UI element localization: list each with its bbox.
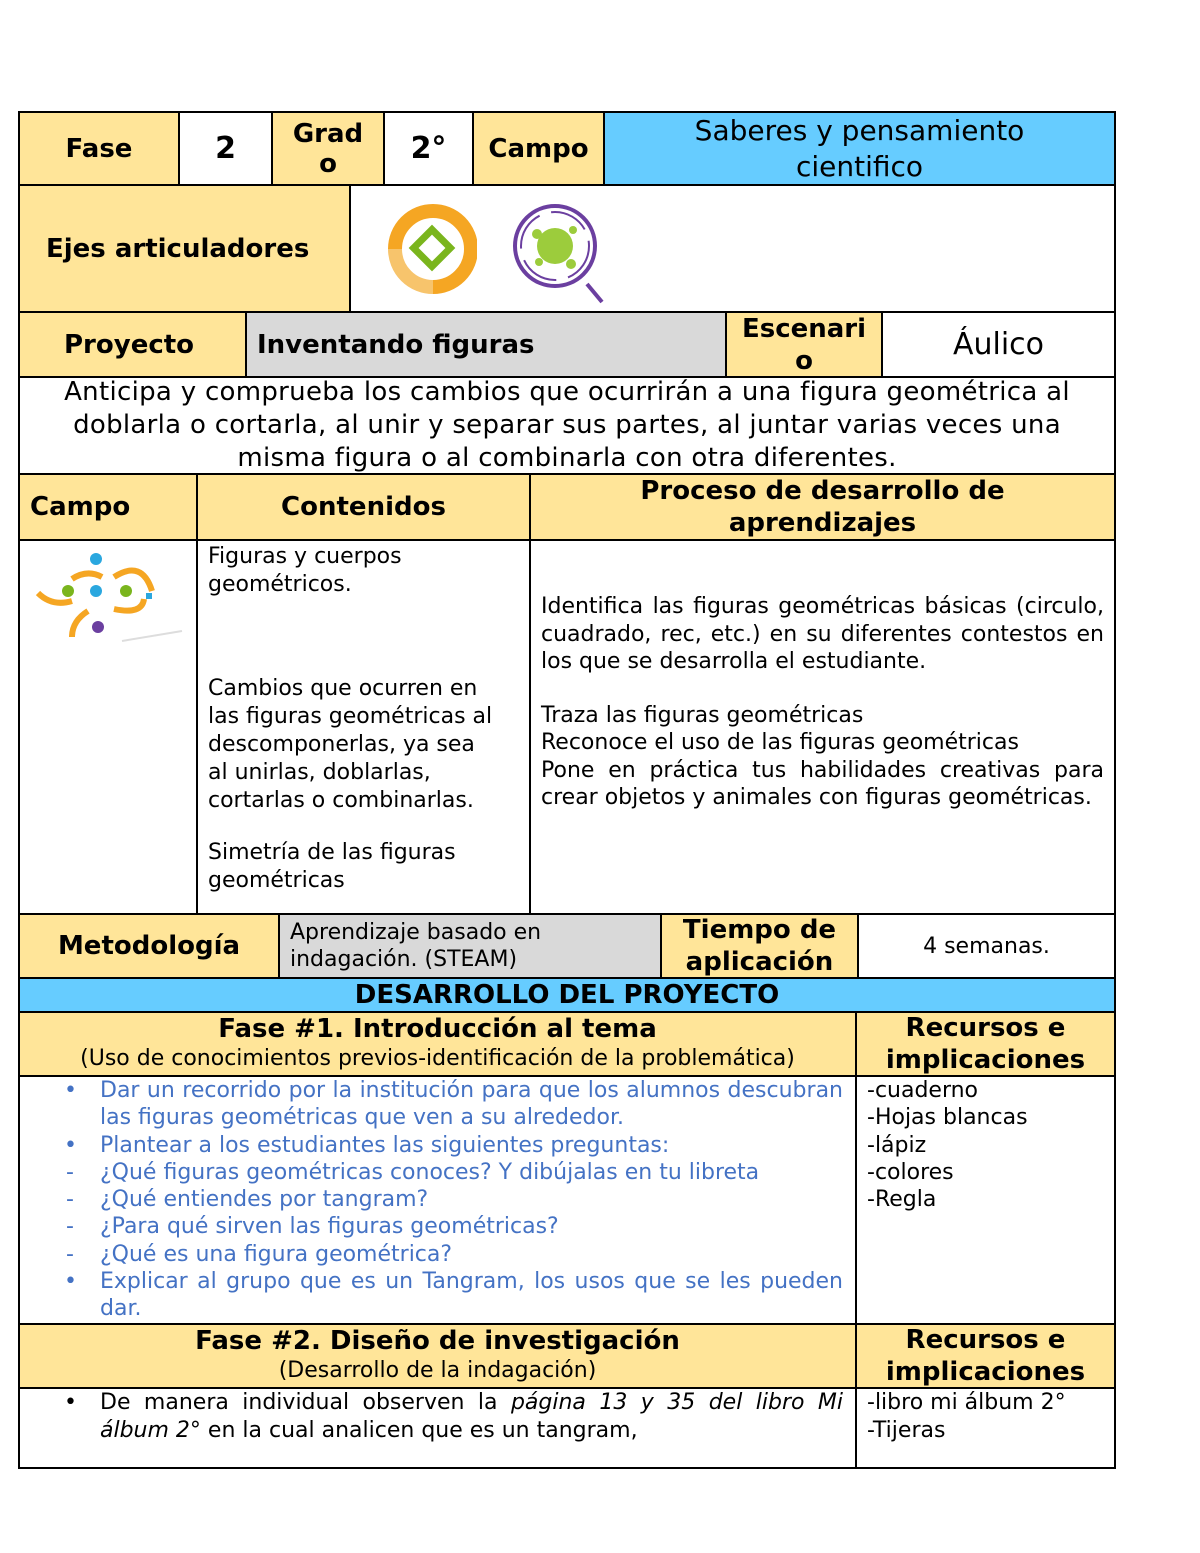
proyecto-row [18, 313, 1116, 378]
fase2-recursos-cell [857, 1389, 1114, 1467]
fase2-subtitle: (Desarrollo de la indagación) [278, 1358, 597, 1383]
campo-label: Campo [474, 113, 605, 184]
proyecto-label: Proyecto [20, 313, 247, 376]
fase2-header-row [18, 1325, 1116, 1389]
recurso-item: -Hojas blancas [867, 1105, 1028, 1131]
inclusion-icon [387, 199, 477, 299]
contenidos-cell: Figuras y cuerpos geométricos. Cambios que ocurren en las figuras geométricas al descomponerlas, ya sea al unirlas, doblarlas, cortarlas o combinarlas. Simetría de las figuras geométricas [198, 541, 531, 913]
recurso-item: -Regla [867, 1187, 937, 1213]
dash-marker: - [66, 1187, 74, 1213]
fase-label: Fase [20, 113, 180, 184]
campo-logo-cell [20, 541, 198, 913]
fase2-list [20, 1389, 843, 1445]
desarrollo-title: DESARROLLO DEL PROYECTO [354, 980, 780, 1010]
fase-value: 2 [180, 113, 273, 184]
ejes-icons [351, 186, 1114, 311]
tiempo-label: Tiempo de aplicación [662, 915, 859, 977]
metodologia-label: Metodología [20, 915, 280, 977]
grado-value: 2° [385, 113, 474, 184]
fase2-recursos-label: Recursos e implicaciones [885, 1325, 1086, 1387]
dash-marker: - [66, 1214, 74, 1240]
list-item: - ¿Qué figuras geométricas conoces? Y dibújalas en tu libreta [66, 1159, 760, 1185]
list-item: • Explicar al grupo que es un Tangram, los usos que se les pueden dar. [64, 1269, 843, 1322]
list-item: - ¿Para qué sirven las figuras geométricas? [66, 1214, 559, 1240]
list-item: - ¿Qué entiendes por tangram? [66, 1187, 429, 1213]
proceso-item: Pone en práctica tus habilidades creativas para crear objetos y animales con figuras geométricas. [541, 757, 1104, 810]
proyecto-value: Inventando figuras [247, 313, 727, 376]
fase1-recursos-cell [857, 1077, 1114, 1323]
header-row [18, 111, 1116, 186]
list-item: - ¿Qué es una figura geométrica? [66, 1241, 453, 1267]
grado-label: Grad o [273, 113, 385, 184]
fase1-header-row [18, 1013, 1116, 1077]
recurso-item: -lápiz [867, 1132, 927, 1158]
proceso-item: Identifica las figuras geométricas básicas (circulo, cuadrado, rec, etc.) en su diferentes contestos en los que se desarrolla el estudiante. [541, 594, 1104, 674]
metodologia-row [18, 915, 1116, 979]
recurso-item: -Tijeras [867, 1418, 946, 1443]
ejes-row [18, 186, 1116, 313]
planning-sheet [18, 111, 1116, 1469]
proceso-item: Traza las figuras geométricas [541, 702, 864, 728]
campo-value: Saberes y pensamiento cientifico [605, 113, 1114, 184]
campo-icon [32, 549, 192, 649]
fase1-title: Fase #1. Introducción al tema [218, 1014, 657, 1044]
ejes-label: Ejes articuladores [20, 186, 351, 311]
content-row [18, 541, 1116, 915]
proceso-cell [531, 541, 1114, 913]
pda-text: Anticipa y comprueba los cambios que ocurrirán a una figura geométrica al doblarla o cortarla, al unir y separar sus partes, al juntar varias veces una misma figura o al combinarla con otra diferentes. [64, 377, 1070, 473]
th-campo: Campo [20, 475, 198, 539]
fase1-recursos-label: Recursos e implicaciones [885, 1013, 1086, 1075]
fase1-subtitle: (Uso de conocimientos previos-identificación de la problemática) [80, 1046, 795, 1071]
table-header-row [18, 475, 1116, 541]
bullet-icon: • [64, 1078, 77, 1103]
escenario-value: Áulico [952, 327, 1045, 362]
recurso-item: -colores [867, 1159, 954, 1185]
th-contenidos: Contenidos [198, 475, 531, 539]
list-item: • De manera individual observen la página 13 y 35 del libro Mi álbum 2° en la cual analicen que es un tangram, [64, 1390, 843, 1443]
dash-marker: - [66, 1159, 74, 1185]
desarrollo-row [18, 979, 1116, 1013]
pda-row [18, 378, 1116, 475]
recurso-item: -libro mi álbum 2° [867, 1390, 1066, 1415]
fase1-list [20, 1077, 843, 1323]
fase1-title-cell [20, 1013, 857, 1075]
list-item: • Plantear a los estudiantes las siguientes preguntas: [64, 1132, 670, 1158]
escenario-label: Escenari o [727, 313, 883, 376]
fase1-body-row [18, 1077, 1116, 1325]
fase2-title: Fase #2. Diseño de investigación [195, 1326, 680, 1356]
fase2-body-row [18, 1389, 1116, 1469]
fase2-list-cell [20, 1389, 857, 1467]
metodologia-value: Aprendizaje basado en indagación. (STEAM) [280, 915, 662, 977]
bullet-icon: • [64, 1269, 77, 1295]
pensamiento-critico-icon [507, 194, 607, 304]
fase2-title-cell [20, 1325, 857, 1387]
bullet-icon: • [64, 1132, 77, 1158]
tiempo-value: 4 semanas. [923, 933, 1050, 959]
recurso-item: -cuaderno [867, 1078, 979, 1103]
fase1-list-cell [20, 1077, 857, 1323]
dash-marker: - [66, 1241, 74, 1267]
th-proceso: Proceso de desarrollo de aprendizajes [640, 476, 1005, 538]
proceso-item: Reconoce el uso de las figuras geométricas [541, 730, 1019, 755]
list-item: • Dar un recorrido por la institución para que los alumnos descubran las figuras geométricas que ven a su alrededor. [64, 1078, 843, 1131]
